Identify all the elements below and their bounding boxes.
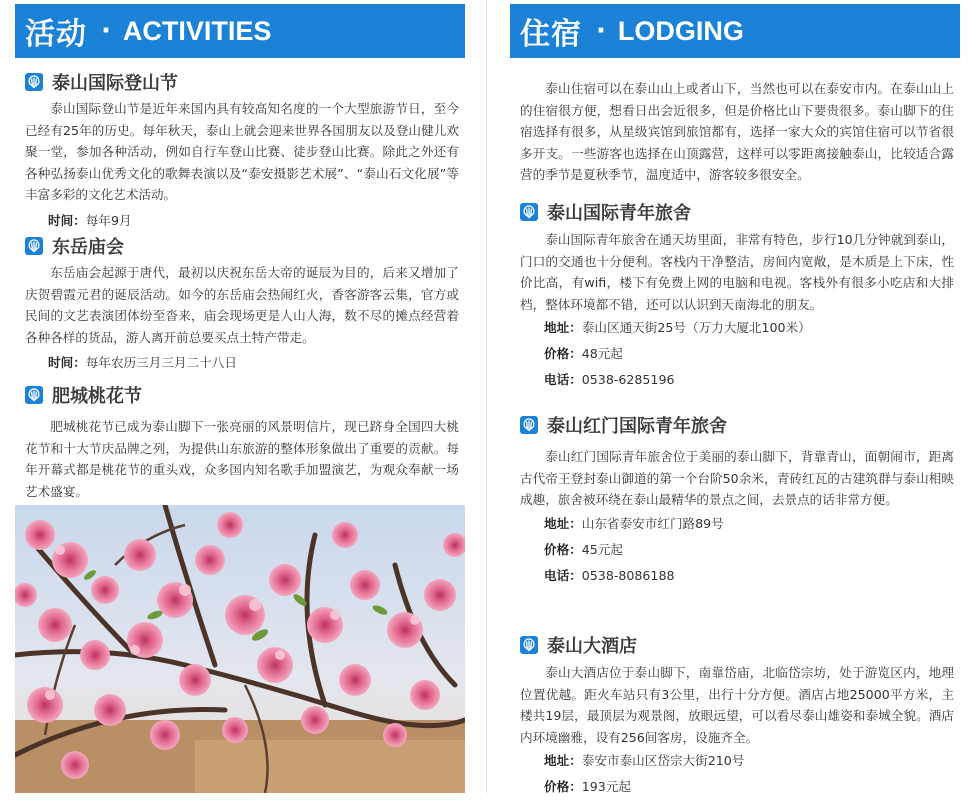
hotel-2-name: 泰山红门国际青年旅舍 [547, 416, 727, 437]
activity-1-time [15, 208, 465, 234]
activity-3-title: 肥城桃花节 [52, 386, 142, 407]
price-value: 48元起 [581, 346, 623, 361]
activities-column [15, 0, 465, 499]
phone-label: 电话： [544, 372, 582, 387]
time-label: 时间： [48, 355, 86, 370]
shell-icon [520, 636, 538, 654]
address-label: 地址： [544, 515, 582, 531]
phone-label: 电话： [544, 567, 582, 583]
address-label: 地址： [544, 320, 582, 335]
lodging-title-cn: 住宿 [520, 17, 582, 52]
activities-title-cn: 活动 [25, 17, 87, 52]
price-label: 价格： [544, 346, 582, 361]
hotel-2-heading [520, 412, 960, 438]
activity-3 [15, 382, 465, 502]
hotel-2-phone [510, 563, 960, 589]
peach-blossom-photo [15, 505, 465, 793]
hotel-3 [510, 632, 960, 800]
shell-icon [25, 237, 43, 255]
address-value: 山东省泰安市红门路89号 [581, 515, 724, 531]
shell-icon [25, 73, 43, 91]
price-label: 价格： [544, 779, 582, 794]
peach-blossom-image [15, 505, 465, 793]
lodging-intro: 泰山住宿可以在泰山山上或者山下，当然也可以在泰安市内。在泰山山上的住宿很方便，想看日出会近很多，但是价格比山下要贵很多。泰山脚下的住宿选择有很多，从星级宾馆到旅馆都有，选择一家大众的宾馆住宿可以节省很多开支。一些游客也选择在山顶露营，这样可以零距离接触泰山，比较适合露营的季节是夏秋季节，温度适中，游客较多很安全。 [520, 81, 954, 182]
banner-dot: · [101, 16, 111, 46]
phone-value: 0538-6285196 [581, 372, 675, 387]
hotel-3-body: 泰山大酒店位于泰山脚下，南靠岱庙，北临岱宗坊，处于游览区内，地理位置优越。距火车站只有3公里，出行十分方便。酒店占地25000平方米，主楼共19层，最顶层为观景阁，放眼远望，可以看尽泰山雄姿和泰城全貌。酒店内环境幽雅，设有256间客房，设施齐全。 [520, 665, 954, 745]
hotel-3-address [510, 748, 960, 774]
hotel-1-price [510, 341, 960, 367]
time-value: 每年9月 [85, 212, 132, 228]
hotel-2-address [510, 511, 960, 537]
address-value: 泰山区通天街25号（万力大厦北100米） [581, 320, 811, 335]
hotel-2-price [510, 537, 960, 563]
activity-3-body: 肥城桃花节已成为泰山脚下一张亮丽的风景明信片，现已跻身全国四大桃花节和十大节庆品牌之列，为提供山东旅游的整体形象做出了重要的贡献。每年开幕式都是桃花节的重头戏，众多国内知名歌手加盟演艺，为观众奉献一场艺术盛宴。 [25, 419, 459, 499]
shell-icon [520, 416, 538, 434]
shell-icon [520, 203, 538, 221]
address-value: 泰安市泰山区岱宗大街210号 [581, 753, 745, 768]
phone-value: 0538-8086188 [581, 567, 675, 583]
price-value: 45元起 [581, 541, 623, 557]
hotel-3-name: 泰山大酒店 [547, 636, 637, 657]
activity-2-time [15, 350, 465, 376]
activity-1-heading [25, 69, 465, 95]
activity-2-heading [25, 233, 465, 259]
activities-title-en: ACTIVITIES [122, 15, 272, 46]
hotel-1 [510, 199, 960, 393]
banner-dot: · [596, 16, 606, 46]
activity-1-title: 泰山国际登山节 [52, 73, 178, 94]
hotel-1-body: 泰山国际青年旅舍在通天坊里面，非常有特色，步行10几分钟就到泰山，门口的交通也十分便利。客栈内干净整洁，房间内宽敞，是木质是上下床，性价比高，有wifi，楼下有免费上网的电脑和电视。客栈外有很多小吃店和大排档，整体环境都不错，还可以认识到天南海北的朋友。 [520, 232, 954, 312]
column-divider [486, 0, 487, 793]
time-value: 每年农历三月三月二十八日 [85, 355, 237, 370]
lodging-banner [510, 4, 960, 58]
hotel-1-name: 泰山国际青年旅舍 [547, 203, 691, 224]
activity-1-body: 泰山国际登山节是近年来国内具有较高知名度的一个大型旅游节日，至今已经有25年的历史。每年秋天，泰山上就会迎来世界各国朋友以及登山健儿欢聚一堂，参加各种活动，例如自行车登山比赛、徒步登山比赛。除此之外还有各种弘扬泰山优秀文化的歌舞表演以及“泰安摄影艺术展”、“泰山石文化展”等丰富多彩的文化艺术活动。 [25, 101, 459, 202]
price-label: 价格： [544, 541, 582, 557]
hotel-3-price [510, 774, 960, 800]
activity-3-heading [25, 382, 465, 408]
hotel-2-body: 泰山红门国际青年旅舍位于美丽的泰山脚下，背靠青山，面朝闹市，距离古代帝王登封泰山御道的第一个台阶50余米，青砖红瓦的古建筑群与泰山相映成趣，旅舍被环绕在泰山最精华的景点之间，去景点的话非常方便。 [520, 449, 954, 507]
activity-2 [15, 233, 465, 376]
lodging-column [510, 0, 960, 794]
shell-icon [25, 386, 43, 404]
time-label: 时间： [48, 212, 86, 228]
hotel-1-phone [510, 367, 960, 393]
activity-2-title: 东岳庙会 [52, 237, 124, 258]
hotel-1-address [510, 315, 960, 341]
lodging-title-en: LODGING [617, 15, 744, 46]
address-label: 地址： [544, 753, 582, 768]
activity-1 [15, 69, 465, 234]
hotel-1-heading [520, 199, 960, 225]
hotel-2 [510, 412, 960, 589]
hotel-3-heading [520, 632, 960, 658]
price-value: 193元起 [581, 779, 632, 794]
activities-banner [15, 4, 465, 58]
activity-2-body: 东岳庙会起源于唐代，最初以庆祝东岳大帝的诞辰为目的，后来又增加了庆贺碧霞元君的诞辰活动。如今的东岳庙会热闹红火，香客游客云集，官方或民间的文艺表演团体纷至沓来，庙会现场更是人山人海，数不尽的摊点经营着各种各样的货品，游人离开前总要买点土特产带走。 [25, 265, 459, 345]
